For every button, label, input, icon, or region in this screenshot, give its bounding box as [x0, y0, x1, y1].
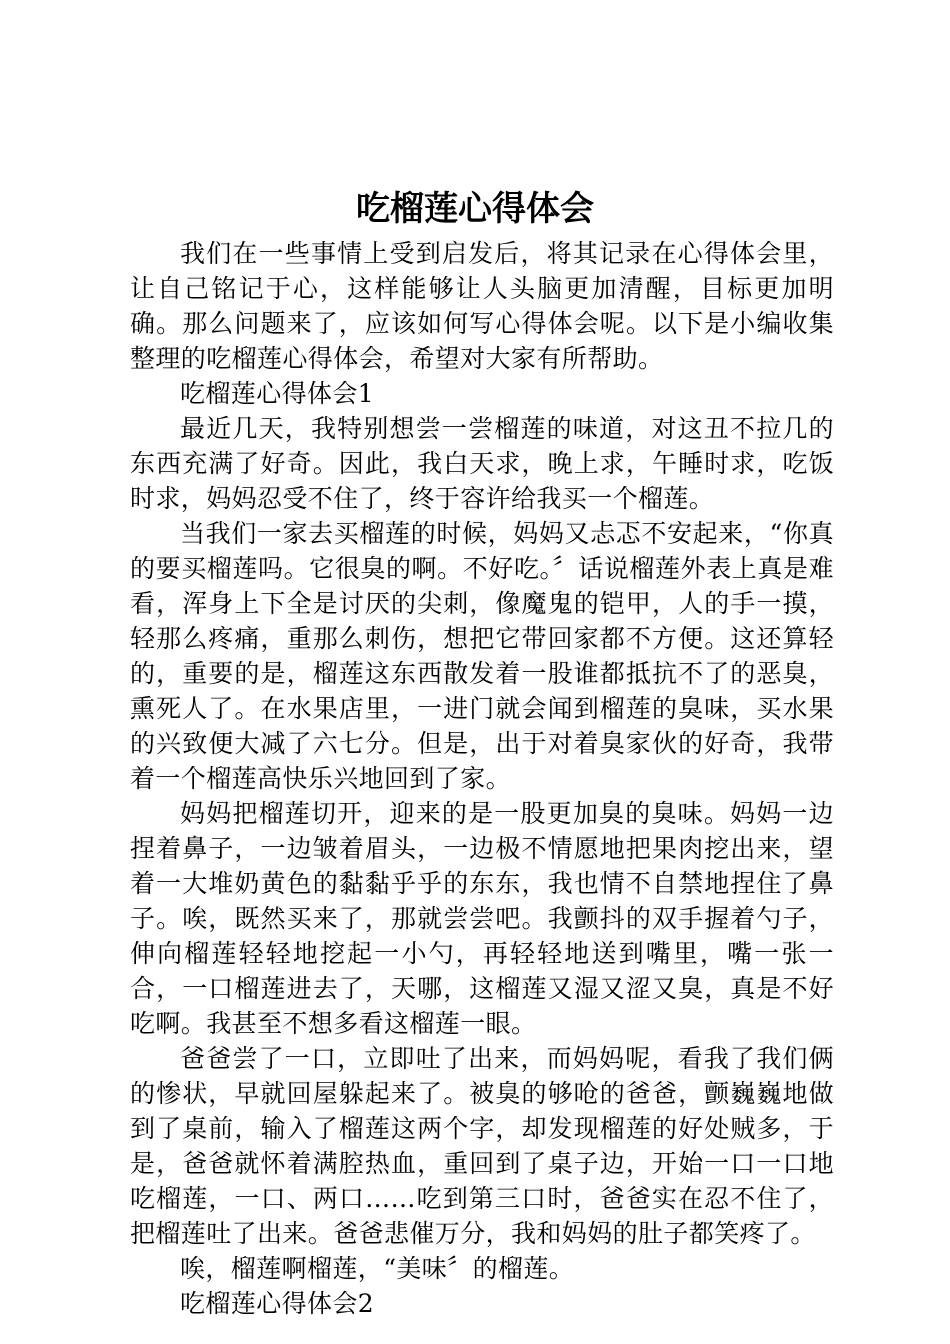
body-paragraph: 妈妈把榴莲切开，迎来的是一股更加臭的臭味。妈妈一边捏着鼻子，一边皱着眉头，一边极不情愿地把果肉挖出来，望着一大堆奶黄色的黏黏乎乎的东东，我也情不自禁地捏住了鼻子。唉，既然买来了，那就尝尝吧。我颤抖的双手握着勺子，伸向榴莲轻轻地挖起一小勺，再轻轻地送到嘴里，嘴一张一合，一口榴莲进去了，天哪，这榴莲又湿又涩又臭，真是不好吃啊。我甚至不想多看这榴莲一眼。 [130, 799, 834, 1038]
document-body [130, 236, 834, 1321]
body-paragraph: 最近几天，我特别想尝一尝榴莲的味道，对这丑不拉几的东西充满了好奇。因此，我白天求，晚上求，午睡时求，吃饭时求，妈妈忍受不住了，终于容许给我买一个榴莲。 [130, 414, 834, 513]
document-title: 吃榴莲心得体会 [356, 189, 594, 229]
body-paragraph: 唉，榴莲啊榴莲，“美味〞的榴莲。 [180, 1254, 575, 1283]
body-paragraph: 爸爸尝了一口，立即吐了出来，而妈妈呢，看我了我们俩的惨状，早就回屋躲起来了。被臭的够呛的爸爸，颤巍巍地做到了桌前，输入了榴莲这两个字，却发现榴莲的好处贼多，于是，爸爸就怀着满腔热血，重回到了桌子边，开始一口一口地吃榴莲，一口、两口……吃到第三口时，爸爸实在忍不住了，把榴莲吐了出来。爸爸悲催万分，我和妈妈的肚子都笑疼了。 [130, 1044, 834, 1248]
section-heading-1: 吃榴莲心得体会1 [180, 379, 375, 408]
section-heading-2: 吃榴莲心得体会2 [180, 1289, 375, 1318]
body-paragraph: 当我们一家去买榴莲的时候，妈妈又忐忑不安起来，“你真的要买榴莲吗。它很臭的啊。不好吃。〞话说榴莲外表上真是难看，浑身上下全是讨厌的尖刺，像魔鬼的铠甲，人的手一摸，轻那么疼痛，重那么刺伤，想把它带回家都不方便。这还算轻的，重要的是，榴莲这东西散发着一股谁都抵抗不了的恶臭，熏死人了。在水果店里，一进门就会闻到榴莲的臭味，买水果的兴致便大减了六七分。但是，出于对着臭家伙的好奇，我带着一个榴莲高快乐兴地回到了家。 [130, 519, 834, 793]
intro-paragraph: 我们在一些事情上受到启发后，将其记录在心得体会里，让自己铭记于心，这样能够让人头脑更加清醒，目标更加明确。那么问题来了，应该如何写心得体会呢。以下是小编收集整理的吃榴莲心得体会，希望对大家有所帮助。 [130, 239, 834, 373]
